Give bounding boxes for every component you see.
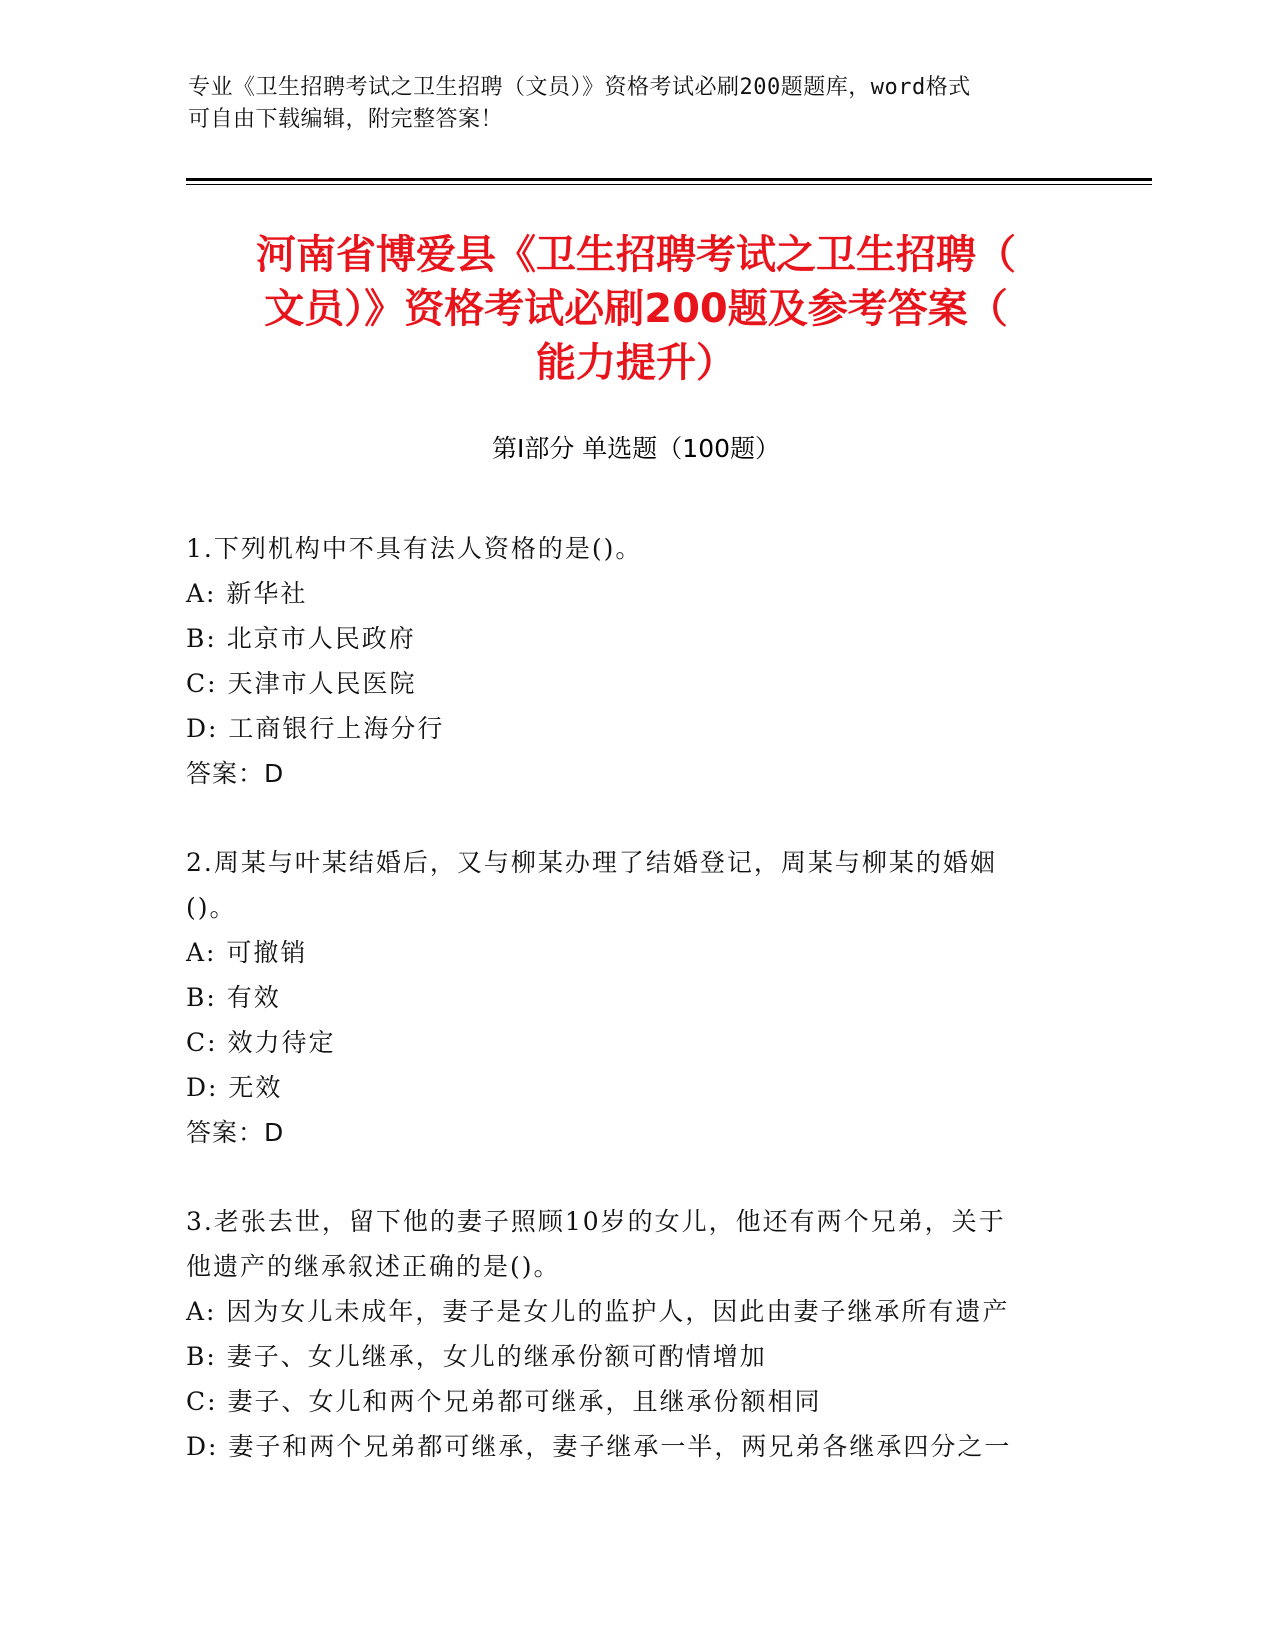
question-stem-line: ()。: [186, 893, 237, 922]
question-stem: [186, 1199, 1086, 1289]
document-title-line-3: 能力提升）: [536, 340, 736, 386]
document-title-line-2: 文员）》资格考试必刷200题及参考答案（: [264, 286, 1008, 332]
option-b: B: 有效: [186, 983, 281, 1012]
document-title: [186, 228, 1086, 390]
section-heading: 第Ⅰ部分 单选题（100题）: [491, 434, 781, 463]
question-stem: [186, 840, 1086, 930]
option-a: A: 可撤销: [186, 938, 308, 967]
option-b: B: 北京市人民政府: [186, 624, 416, 653]
header-note: [188, 72, 1068, 136]
question-stem: [186, 526, 1086, 571]
question-stem-line: 1.下列机构中不具有法人资格的是()。: [186, 534, 643, 563]
option-a: A: 新华社: [186, 579, 308, 608]
header-divider-thin: [186, 184, 1152, 185]
question-1: [186, 526, 1086, 796]
answer-label: 答案：D: [186, 1118, 285, 1147]
option-b: B: 妻子、女儿继承，女儿的继承份额可酌情增加: [186, 1342, 767, 1371]
question-stem-line: 他遗产的继承叙述正确的是()。: [186, 1252, 561, 1281]
option-a: A: 因为女儿未成年，妻子是女儿的监护人，因此由妻子继承所有遗产: [186, 1297, 1010, 1326]
option-c: C: 天津市人民医院: [186, 669, 417, 698]
question-3: [186, 1199, 1086, 1469]
header-note-line-2: 可自由下载编辑，附完整答案！: [188, 107, 504, 132]
header-divider-thick: [186, 178, 1152, 181]
question-2: [186, 840, 1086, 1155]
question-list: [186, 526, 1086, 1513]
document-title-line-1: 河南省博爱县《卫生招聘考试之卫生招聘（: [256, 232, 1016, 278]
option-d: D: 无效: [186, 1073, 283, 1102]
answer-label: 答案：D: [186, 759, 285, 788]
question-stem-line: 2.周某与叶某结婚后，又与柳某办理了结婚登记，周某与柳某的婚姻: [186, 848, 997, 877]
option-d: D: 妻子和两个兄弟都可继承，妻子继承一半，两兄弟各继承四分之一: [186, 1432, 1012, 1461]
option-d: D: 工商银行上海分行: [186, 714, 445, 743]
option-c: C: 效力待定: [186, 1028, 336, 1057]
header-note-line-1: 专业《卫生招聘考试之卫生招聘（文员）》资格考试必刷200题题库，word格式: [188, 75, 971, 100]
question-stem-line: 3.老张去世，留下他的妻子照顾10岁的女儿，他还有两个兄弟，关于: [186, 1207, 1006, 1236]
option-c: C: 妻子、女儿和两个兄弟都可继承，且继承份额相同: [186, 1387, 822, 1416]
